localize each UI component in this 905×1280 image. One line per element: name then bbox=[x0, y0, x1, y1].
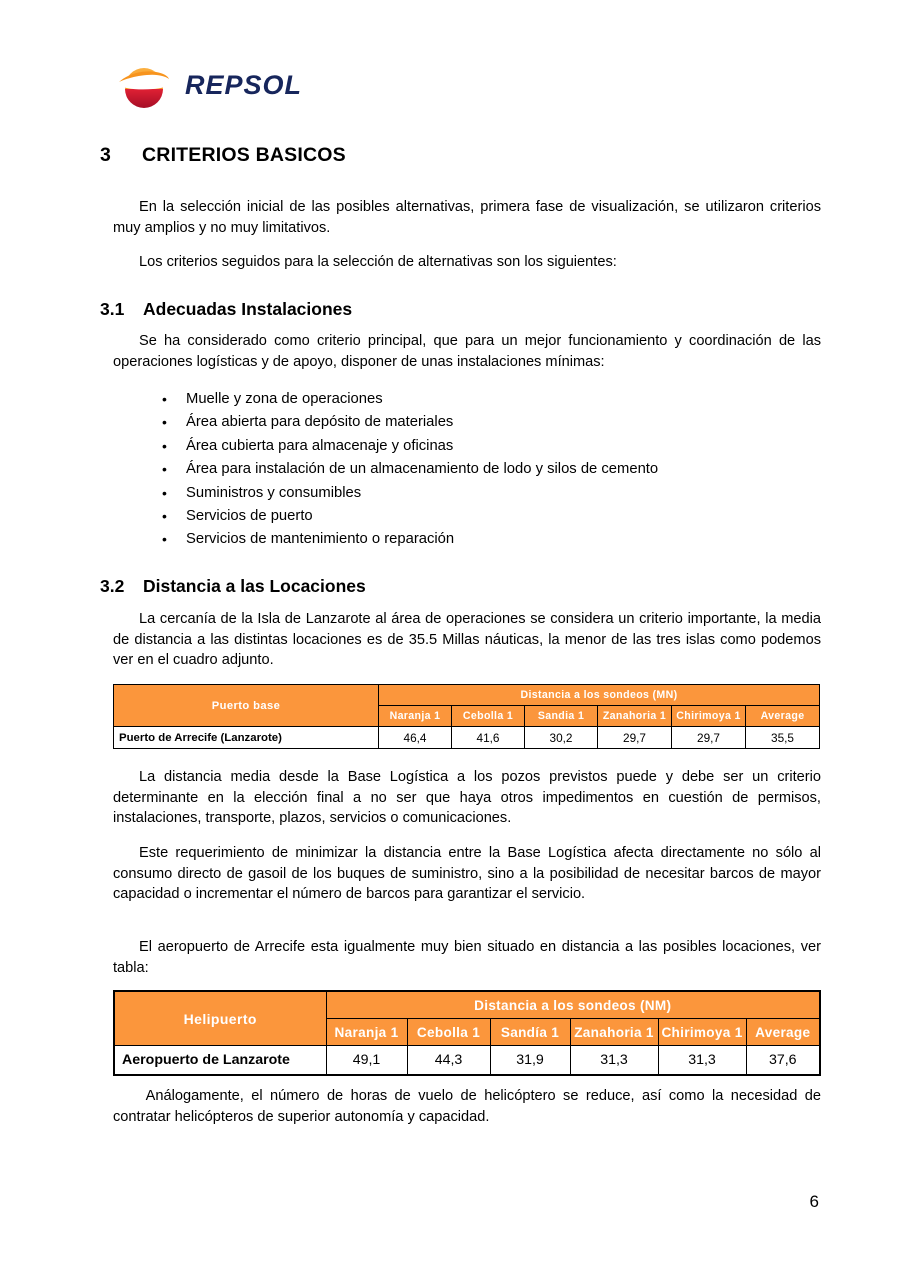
subsection-31-paragraph-text: Se ha considerado como criterio principal, que para un mejor funcionamiento y coordinación de las operaciones logísticas y de apoyo, disponer de unas instalaciones mínimas: bbox=[113, 333, 821, 370]
table-group-header: Distancia a los sondeos (MN) bbox=[379, 685, 820, 706]
table-cell: 31,9 bbox=[490, 1046, 570, 1076]
subsection-31-number: 3.1 bbox=[100, 299, 125, 319]
list-item bbox=[152, 435, 658, 458]
post-table-paragraph-1-text: La distancia media desde la Base Logística a los pozos previstos puede y debe ser un criterio determinante en la elección final a no ser que haya otros impedimentos en cuestión de permisos, instalaciones, transporte, plazos, servicios o comunicaciones. bbox=[113, 769, 821, 826]
subsection-32-paragraph-text: La cercanía de la Isla de Lanzarote al área de operaciones se considera un criterio importante, la media de distancia a las distintas locaciones es de 35.5 Millas náuticas, la menor de las tres islas como podemos ver en el cuadro adjunto. bbox=[113, 611, 821, 668]
closing-paragraph bbox=[113, 1086, 821, 1127]
list-item bbox=[152, 411, 658, 434]
post-table-paragraph-1 bbox=[113, 767, 821, 829]
intro-paragraph-1 bbox=[113, 197, 821, 238]
page-number: 6 bbox=[809, 1192, 819, 1211]
repsol-logo bbox=[113, 58, 453, 114]
list-item bbox=[152, 388, 658, 411]
instalaciones-bullet-list bbox=[152, 388, 658, 552]
post-table-paragraph-2 bbox=[113, 843, 821, 905]
page-title bbox=[100, 144, 346, 167]
list-item-label: Suministros y consumibles bbox=[186, 484, 362, 501]
table-column-header: Naranja 1 bbox=[379, 706, 452, 727]
table-column-header: Sandía 1 bbox=[490, 1019, 570, 1046]
table-cell: 41,6 bbox=[452, 727, 525, 749]
table-column-header: Naranja 1 bbox=[326, 1019, 407, 1046]
subsection-31-paragraph bbox=[113, 331, 821, 372]
table-cell: 29,7 bbox=[598, 727, 672, 749]
subsection-31-heading bbox=[100, 299, 352, 320]
table-cell: 31,3 bbox=[570, 1046, 658, 1076]
table-column-header: Zanahoria 1 bbox=[570, 1019, 658, 1046]
table-side-header: Helipuerto bbox=[114, 991, 326, 1046]
table-puerto-base bbox=[113, 684, 820, 749]
list-item-label: Muelle y zona de operaciones bbox=[186, 391, 383, 407]
table-column-header: Average bbox=[746, 706, 820, 727]
list-item bbox=[152, 458, 658, 481]
post-table-paragraph-3 bbox=[113, 937, 821, 978]
table-column-header: Cebolla 1 bbox=[452, 706, 525, 727]
post-table-paragraph-2-text: Este requerimiento de minimizar la distancia entre la Base Logística afecta directamente no sólo al consumo directo de gasoil de los buques de suministro, sino a la posibilidad de necesitar barcos de mayor capacidad o incrementar el número de barcos para garantizar el servicio. bbox=[113, 845, 821, 902]
intro-paragraph-2 bbox=[113, 252, 821, 273]
table-column-header: Sandia 1 bbox=[525, 706, 598, 727]
list-item bbox=[152, 505, 658, 528]
subsection-32-title: Distancia a las Locaciones bbox=[143, 576, 366, 596]
table-column-header: Chirimoya 1 bbox=[658, 1019, 746, 1046]
subsection-32-paragraph bbox=[113, 609, 821, 671]
list-item-label: Servicios de puerto bbox=[186, 507, 313, 524]
table-group-header: Distancia a los sondeos (NM) bbox=[326, 991, 820, 1019]
table-row bbox=[114, 727, 820, 749]
table-row-label: Aeropuerto de Lanzarote bbox=[114, 1046, 326, 1076]
table-cell: 31,3 bbox=[658, 1046, 746, 1076]
list-item-label: Área cubierta para almacenaje y oficinas bbox=[186, 437, 454, 454]
table-row-label: Puerto de Arrecife (Lanzarote) bbox=[114, 727, 379, 749]
repsol-wordmark: REPSOL bbox=[185, 70, 303, 100]
table-column-header: Zanahoria 1 bbox=[598, 706, 672, 727]
section-title: CRITERIOS BASICOS bbox=[142, 144, 346, 166]
post-table-paragraph-3-text: El aeropuerto de Arrecife esta igualmente muy bien situado en distancia a las posibles locaciones, ver tabla: bbox=[113, 939, 821, 976]
intro-paragraph-2-text: Los criterios seguidos para la selección de alternativas son los siguientes: bbox=[139, 254, 617, 270]
list-item bbox=[152, 482, 658, 505]
table-header-row-group bbox=[114, 685, 820, 706]
intro-paragraph-1-text: En la selección inicial de las posibles alternativas, primera fase de visualización, se utilizaron criterios muy amplios y no muy limitativos. bbox=[113, 199, 821, 236]
table-column-header: Cebolla 1 bbox=[407, 1019, 490, 1046]
table-header-row-group bbox=[114, 991, 820, 1019]
list-item-label: Servicios de mantenimiento o reparación bbox=[186, 531, 455, 548]
subsection-32-heading bbox=[100, 576, 366, 597]
closing-paragraph-text: Análogamente, el número de horas de vuelo de helicóptero se reduce, así como la necesidad de contratar helicópteros de superior autonomía y capacidad. bbox=[113, 1088, 821, 1125]
table-cell: 46,4 bbox=[379, 727, 452, 749]
table-cell: 35,5 bbox=[746, 727, 820, 749]
repsol-logo-icon bbox=[113, 64, 175, 110]
table-helipuerto bbox=[113, 990, 821, 1076]
subsection-31-title: Adecuadas Instalaciones bbox=[143, 299, 353, 319]
table-column-header: Average bbox=[746, 1019, 820, 1046]
table-cell: 44,3 bbox=[407, 1046, 490, 1076]
table-cell: 49,1 bbox=[326, 1046, 407, 1076]
table-cell: 29,7 bbox=[672, 727, 746, 749]
list-item bbox=[152, 528, 658, 551]
list-item-label: Área para instalación de un almacenamiento de lodo y silos de cemento bbox=[186, 461, 659, 478]
table-side-header: Puerto base bbox=[114, 685, 379, 727]
table-cell: 37,6 bbox=[746, 1046, 820, 1076]
table-cell: 30,2 bbox=[525, 727, 598, 749]
table-column-header: Chirimoya 1 bbox=[672, 706, 746, 727]
subsection-32-number: 3.2 bbox=[100, 576, 125, 596]
list-item-label: Área abierta para depósito de materiales bbox=[186, 414, 454, 431]
table-row bbox=[114, 1046, 820, 1076]
section-number: 3 bbox=[100, 144, 112, 166]
